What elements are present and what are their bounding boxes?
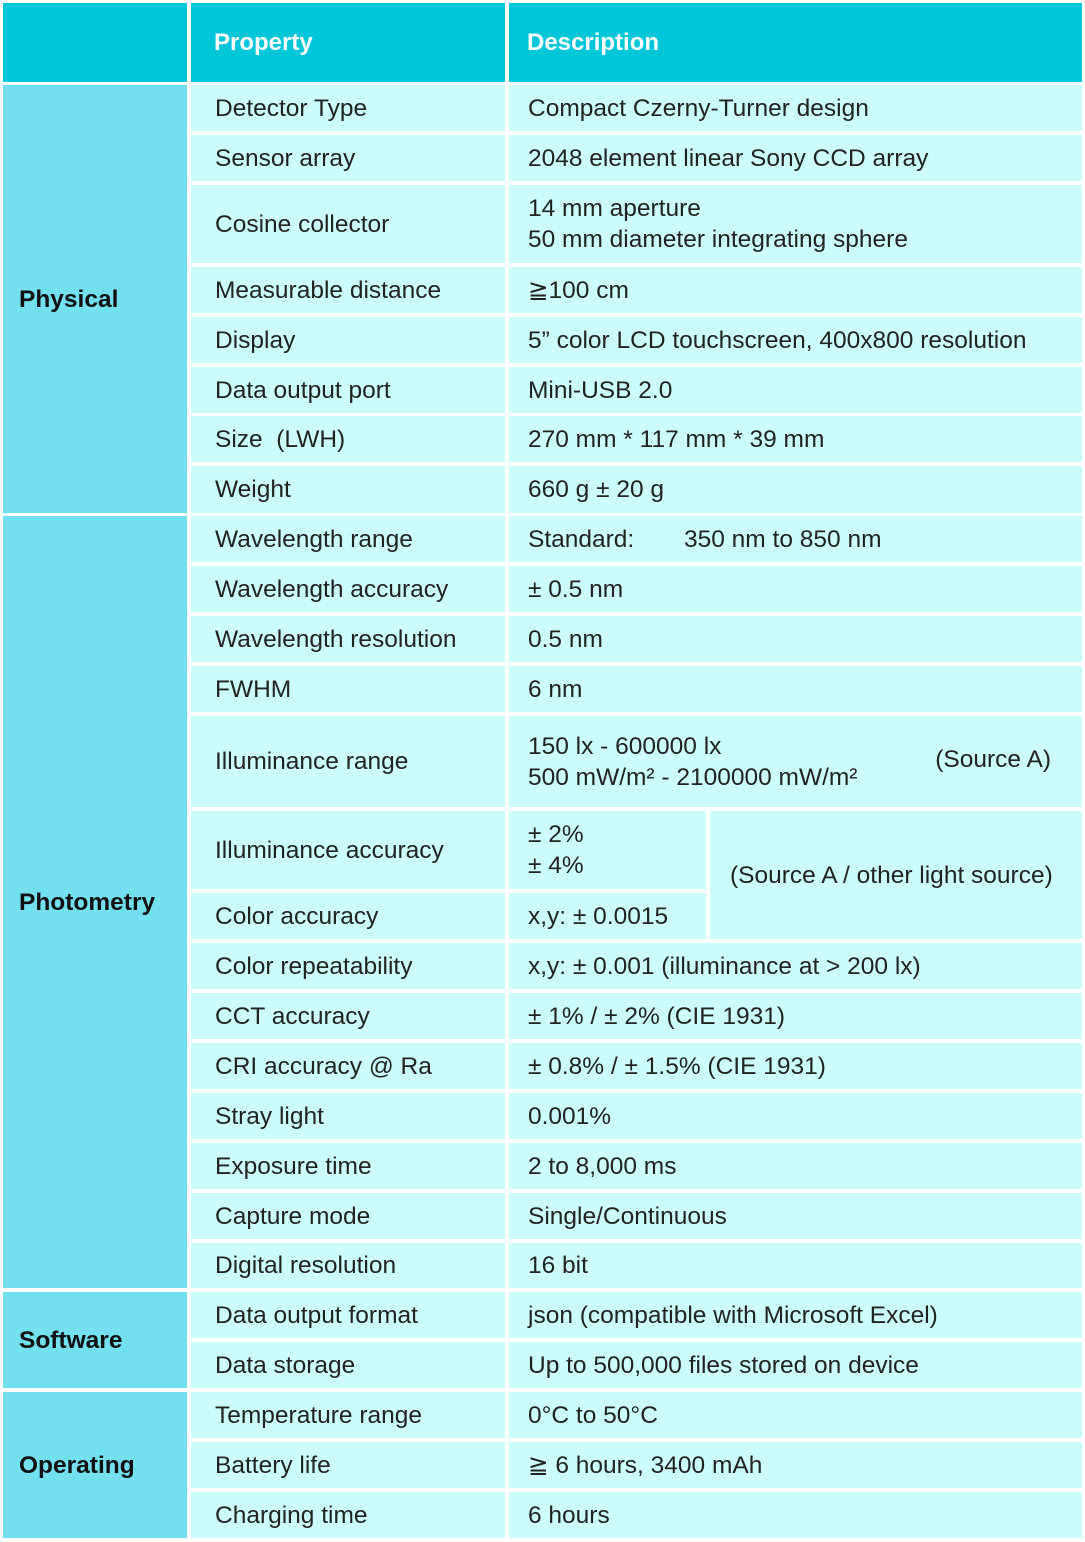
- property-label: Temperature range: [191, 1392, 505, 1438]
- description-line: 50 mm diameter integrating sphere: [528, 226, 908, 253]
- description-value: 5” color LCD touchscreen, 400x800 resolution: [509, 317, 1082, 363]
- property-label: CRI accuracy @ Ra: [191, 1043, 505, 1089]
- description-value: x,y: ± 0.001 (illuminance at > 200 lx): [509, 943, 1082, 989]
- description-value: Mini-USB 2.0: [509, 367, 1082, 413]
- property-label: Display: [191, 317, 505, 363]
- description-line: ± 2%: [528, 821, 584, 848]
- description-value: 16 bit: [509, 1243, 1082, 1288]
- description-value: [509, 516, 1082, 562]
- category-physical: Physical: [3, 85, 187, 513]
- property-label: Detector Type: [191, 85, 505, 131]
- description-value: [509, 811, 706, 889]
- property-label: Data output format: [191, 1292, 505, 1338]
- property-label: Stray light: [191, 1093, 505, 1139]
- wavelength-label: Standard:: [528, 525, 635, 553]
- property-label: Color repeatability: [191, 943, 505, 989]
- property-label: Exposure time: [191, 1143, 505, 1189]
- description-line: [528, 524, 1082, 555]
- property-label: Battery life: [191, 1442, 505, 1488]
- description-value: 2048 element linear Sony CCD array: [509, 135, 1082, 181]
- property-label: Sensor array: [191, 135, 505, 181]
- description-value: 6 nm: [509, 666, 1082, 712]
- property-label: Weight: [191, 466, 505, 513]
- description-value: [509, 185, 1082, 263]
- wavelength-value: 350 nm to 850 nm: [684, 525, 882, 553]
- source-note: (Source A): [935, 746, 1051, 773]
- description-value: Up to 500,000 files stored on device: [509, 1342, 1082, 1388]
- description-value: 0.001%: [509, 1093, 1082, 1139]
- description-value: json (compatible with Microsoft Excel): [509, 1292, 1082, 1338]
- category-operating: Operating: [3, 1392, 187, 1538]
- category-software: Software: [3, 1292, 187, 1388]
- description-value: 660 g ± 20 g: [509, 466, 1082, 513]
- property-label: Data output port: [191, 367, 505, 413]
- property-label: Color accuracy: [191, 893, 505, 939]
- property-label: Data storage: [191, 1342, 505, 1388]
- description-value: ≧ 6 hours, 3400 mAh: [509, 1442, 1082, 1488]
- property-label: Illuminance range: [191, 716, 505, 807]
- description-value: ± 0.8% / ± 1.5% (CIE 1931): [509, 1043, 1082, 1089]
- description-line: ± 4%: [528, 852, 584, 879]
- property-label: FWHM: [191, 666, 505, 712]
- description-value: 0.5 nm: [509, 616, 1082, 662]
- category-photometry: Photometry: [3, 516, 187, 1288]
- header-property: Property: [191, 3, 505, 82]
- property-label: Charging time: [191, 1492, 505, 1538]
- header-category-cell: [3, 3, 187, 82]
- property-label: Wavelength accuracy: [191, 566, 505, 612]
- description-value: [509, 716, 1082, 807]
- property-label: CCT accuracy: [191, 993, 505, 1039]
- description-value: ± 1% / ± 2% (CIE 1931): [509, 993, 1082, 1039]
- property-label: Cosine collector: [191, 185, 505, 263]
- property-label: Measurable distance: [191, 267, 505, 313]
- header-description: Description: [509, 3, 1082, 82]
- description-value: 6 hours: [509, 1492, 1082, 1538]
- description-line: 14 mm aperture: [528, 195, 701, 222]
- property-label: Wavelength resolution: [191, 616, 505, 662]
- description-line: 150 lx - 600000 lx: [528, 732, 722, 760]
- description-value: 2 to 8,000 ms: [509, 1143, 1082, 1189]
- property-label: Illuminance accuracy: [191, 811, 505, 889]
- description-value: Compact Czerny-Turner design: [509, 85, 1082, 131]
- property-label: Wavelength range: [191, 516, 505, 562]
- description-value: ± 0.5 nm: [509, 566, 1082, 612]
- description-value: 270 mm * 117 mm * 39 mm: [509, 416, 1082, 462]
- description-line: 500 mW/m² - 2100000 mW/m²: [528, 763, 858, 791]
- description-value: Single/Continuous: [509, 1193, 1082, 1239]
- shared-source-note: (Source A / other light source): [710, 811, 1082, 939]
- description-value: ≧100 cm: [509, 267, 1082, 313]
- description-value: x,y: ± 0.0015: [509, 893, 706, 939]
- description-value: 0°C to 50°C: [509, 1392, 1082, 1438]
- property-label: Digital resolution: [191, 1243, 505, 1288]
- property-label: Size (LWH): [191, 416, 505, 462]
- property-label: Capture mode: [191, 1193, 505, 1239]
